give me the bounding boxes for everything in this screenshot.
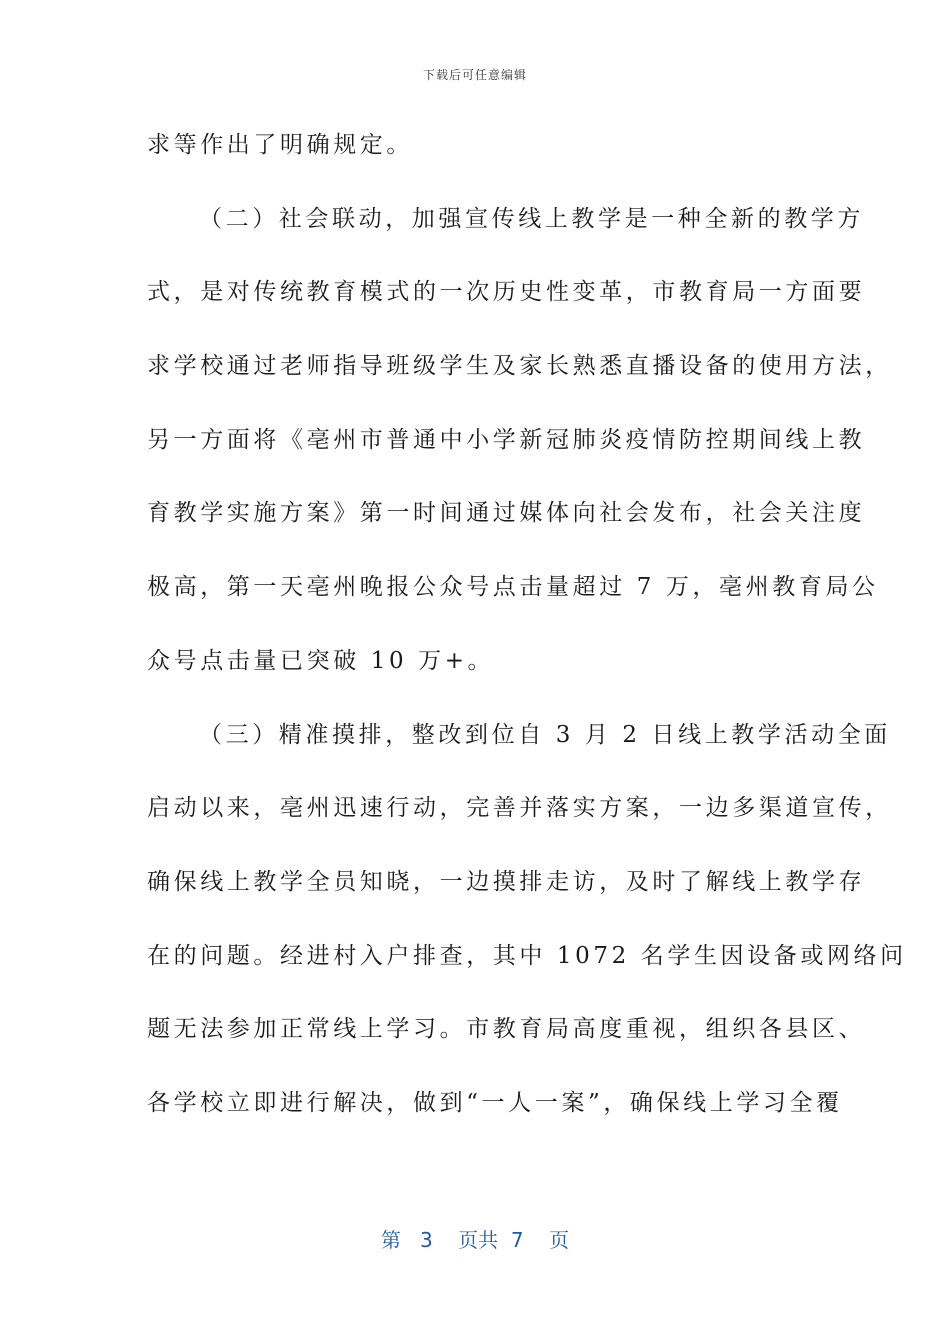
- text-line-13: 题无法参加正常线上学习。市教育局高度重视，组织各县区、: [147, 1016, 866, 1043]
- document-body: [147, 122, 907, 1154]
- text-line-7: 极高，第一天亳州晚报公众号点击量超过 7 万，亳州教育局公: [147, 574, 879, 601]
- text-line-2: （二）社会联动，加强宣传线上教学是一种全新的教学方: [199, 205, 864, 232]
- text-line-6: 育教学实施方案》第一时间通过媒体向社会发布，社会关注度: [147, 500, 866, 527]
- text-line-1: 求等作出了明确规定。: [147, 132, 413, 158]
- text-line-9: （三）精准摸排，整改到位自 3 月 2 日线上教学活动全面: [199, 721, 891, 748]
- footer-prefix: 第: [380, 1228, 401, 1252]
- page-header: 下载后可任意编辑: [422, 68, 527, 82]
- text-line-4: 求学校通过老师指导班级学生及家长熟悉直播设备的使用方法，: [147, 353, 892, 380]
- text-line-3: 式，是对传统教育模式的一次历史性变革，市教育局一方面要: [147, 279, 866, 306]
- text-line-12: 在的问题。经进村入户排查，其中 1072 名学生因设备或网络问: [147, 942, 907, 969]
- footer-suffix: 页: [549, 1228, 570, 1252]
- footer-total-pages: 7: [510, 1228, 524, 1252]
- text-line-11: 确保线上教学全员知晓，一边摸排走访，及时了解线上教学存: [147, 868, 866, 895]
- page-footer: [0, 1224, 950, 1253]
- text-line-14: 各学校立即进行解决，做到“一人一案”，确保线上学习全覆: [147, 1089, 843, 1116]
- text-line-8: 众号点击量已突破 10 万+。: [147, 647, 495, 674]
- footer-middle: 页共: [458, 1228, 499, 1252]
- text-line-10: 启动以来，亳州迅速行动，完善并落实方案，一边多渠道宣传，: [147, 795, 892, 822]
- text-line-5: 另一方面将《亳州市普通中小学新冠肺炎疫情防控期间线上教: [147, 426, 866, 453]
- footer-page-number: 3: [420, 1228, 433, 1252]
